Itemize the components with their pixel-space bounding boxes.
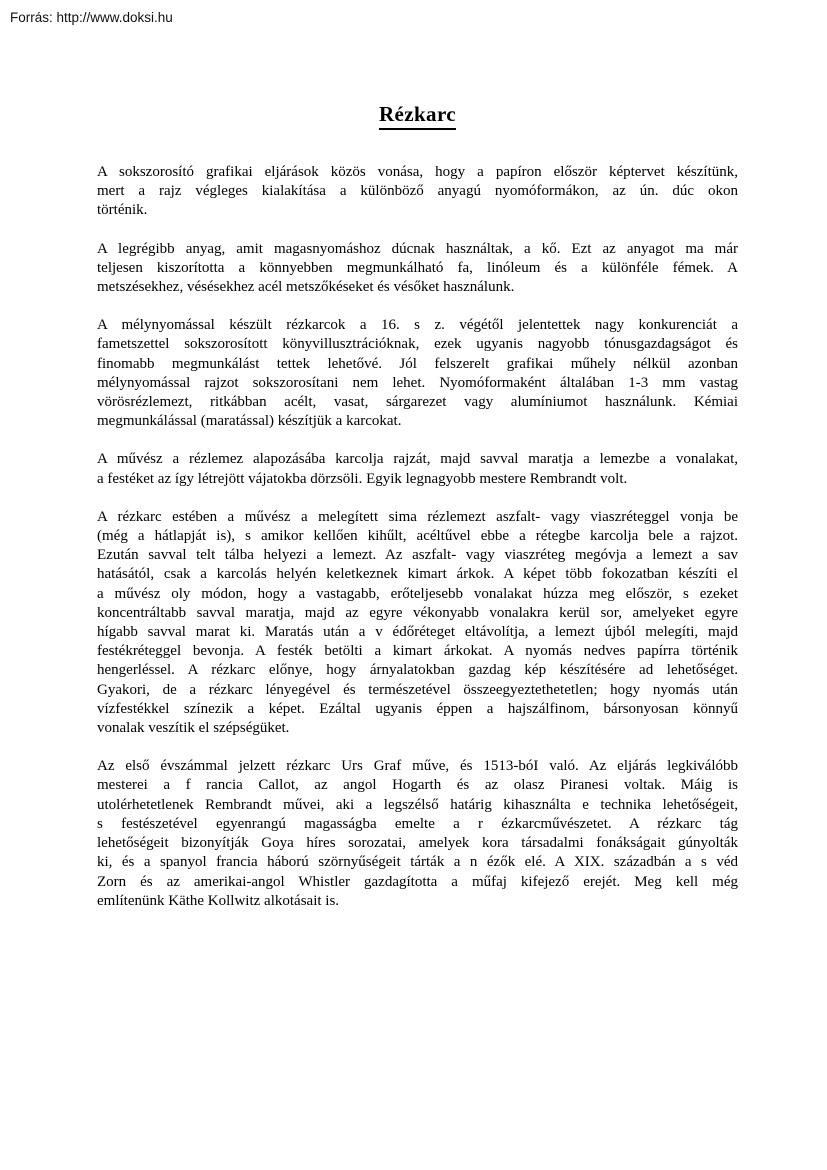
paragraph-line: festékréteggel bevonja. A festék betölti a kimart árkokat. A nyomás nedves papírra történik	[97, 643, 738, 660]
title-container	[97, 101, 738, 130]
paragraph-line: hatásától, csak a karcolás helyén keletkeznek kimart árkok. A képet több fokozatban készíti el	[97, 566, 738, 583]
paragraph-line: (még a hátlapját is), s amikor kellően kihűlt, acéltűvel ebbe a rétegbe karcolja bele a rajzot.	[97, 528, 738, 545]
paragraph	[97, 240, 738, 298]
paragraph-line: A sokszorosító grafikai eljárások közös vonása, hogy a papíron először képtervet készítünk,	[97, 164, 738, 180]
paragraph-line: Az első évszámmal jelzett rézkarc Urs Graf műve, és 1513-bóI való. Az eljárás legkiválóbb	[97, 758, 738, 775]
paragraph-line: hengerléssel. A rézkarc előnye, hogy árnyalatokban gazdag kép készítésére ad lehetőséget.	[97, 662, 738, 679]
paragraph-line: a művész oly módon, hogy a vastagabb, erőteljesebb vonalakat húzza meg először, s ezeket	[97, 585, 738, 602]
paragraph-line: vízfestékkel színezik a képet. Ezáltal ugyanis éppen a hajszálfinom, bársonyosan könnyű	[97, 700, 738, 717]
paragraph-line: s festészetével egyenrangú magasságba emelte a r ézkarcművészetet. A rézkarc tág	[97, 815, 738, 832]
paragraph-line: vörösrézlemezt, ritkábban acélt, vasat, sárgarezet vagy alumíniumot használunk. Kémiai	[97, 394, 738, 411]
paragraph-line: koncentráltabb savval maratja, majd az egyre vékonyabb vonalakra kerül sor, amelyeket egyre	[97, 604, 738, 621]
paragraph-line: a festéket az így létrejött vájatokba dörzsöli. Egyik legnagyobb mestere Rembrandt volt.	[97, 470, 628, 487]
paragraph	[97, 316, 738, 431]
paragraph-line: említenünk Käthe Kollwitz alkotásait is.	[97, 892, 340, 909]
paragraph	[97, 508, 738, 738]
paragraphs	[97, 163, 738, 911]
paragraph-line: teljesen kiszorította a könnyebben megmunkálható fa, linóleum és a különféle fémek. A	[97, 259, 738, 276]
paragraph-line: utolérhetetlenek Rembrandt művei, aki a legszélső határig kihasználta e technika lehetőségeit,	[97, 796, 738, 813]
paragraph-line: megmunkálással (maratással) készítjük a karcokat.	[97, 413, 402, 430]
page-title: Rézkarc	[379, 101, 456, 130]
paragraph-line: vonalak veszítik el szépségüket.	[97, 720, 290, 737]
paragraph-line: mélynyomással rajzot sokszorosítani nem lehet. Nyomóformaként általában 1-3 mm vastag	[97, 374, 738, 391]
paragraph-line: hígabb savval marat ki. Maratás után a v édőréteget eltávolítja, a lemezt újból melegíti, majd	[97, 624, 738, 641]
paragraph-line: mesterei a f rancia Callot, az angol Hogarth és az olasz Piranesi voltak. Máig is	[97, 777, 738, 794]
paragraph-line: A mélynyomással készült rézkarcok a 16. s z. végétől jelentettek nagy konkurenciát a	[97, 317, 738, 334]
paragraph-line: A rézkarc estében a művész a melegített sima rézlemezt aszfalt- vagy viaszréteggel vonja be	[97, 508, 738, 525]
paragraph-line: Ezután savval telt tálba helyezi a lemezt. Az aszfalt- vagy viaszréteg megóvja a lemezt a sav	[97, 547, 738, 564]
paragraph-line: ki, és a spanyol francia háború szörnyűségeit tárták a n ézők elé. A XIX. századbán a s véd	[97, 854, 738, 871]
paragraph-line: A művész a rézlemez alapozásába karcolja rajzát, majd savval maratja a lemezbe a vonalakat,	[97, 451, 738, 468]
paragraph-line: metszésekhez, vésésekhez acél metszőkéseket és vésőket használunk.	[97, 279, 515, 296]
paragraph-line: A legrégibb anyag, amit magasnyomáshoz dúcnak használtak, a kő. Ezt az anyagot ma már	[97, 240, 738, 257]
document-content	[97, 0, 738, 930]
paragraph-line: történik.	[97, 202, 148, 219]
paragraph	[97, 450, 738, 488]
paragraph-line: fametszettel sokszorosított könyvillusztrációknak, ezek ugyanis nagyobb tónusgazdagságot és	[97, 336, 738, 353]
paragraph-line: Gyakori, de a rézkarc lényegével és természetével összeegyeztethetetlen; hogy nyomás után	[97, 681, 738, 698]
paragraph-line: mert a rajz végleges kialakítása a különböző anyagú nyomóformákon, az ún. dúc okon	[97, 183, 738, 200]
paragraph-line: lehetőségeit bizonyítják Goya híres sorozatai, amelyek kora társadalmi fonákságait gúnyolták	[97, 835, 738, 852]
paragraph	[97, 163, 738, 221]
paragraph-line: finomabb megmunkálást tettek lehetővé. Jól felszerelt grafikai műhely nélkül azonban	[97, 355, 738, 372]
source-url: Forrás: http://www.doksi.hu	[10, 10, 173, 25]
paragraph-line: Zorn és az amerikai-angol Whistler gazdagította a műfaj kifejező erejét. Meg kell még	[97, 873, 738, 890]
paragraph	[97, 757, 738, 911]
